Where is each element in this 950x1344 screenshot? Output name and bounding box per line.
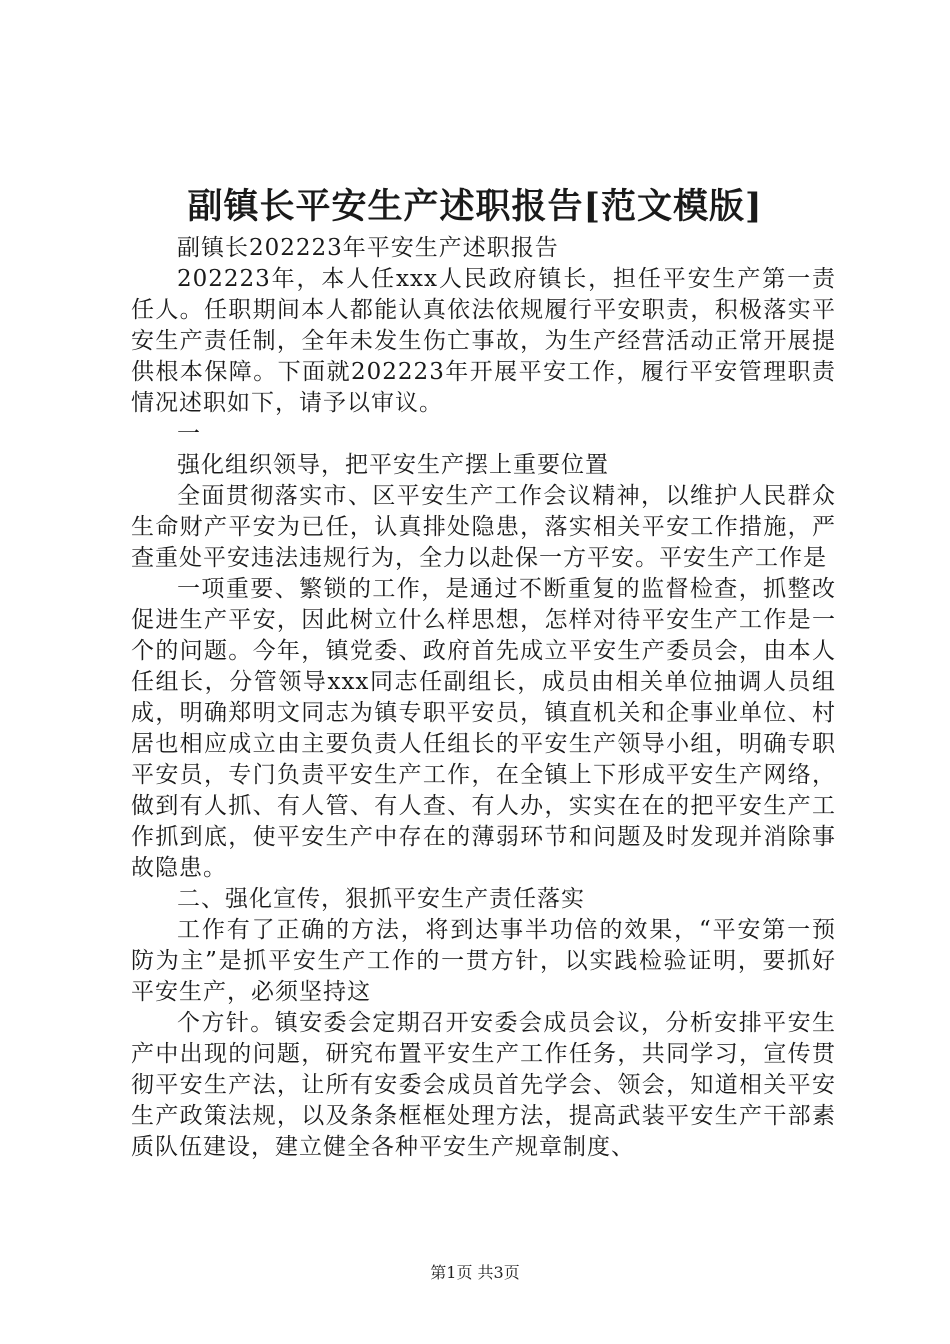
document-body (131, 233, 836, 1163)
paragraph-body: 一项重要、繁锁的工作，是通过不断重复的监督检查，抓整改促进生产平安，因此树立什么样思想，怎样对待平安生产工作是一个的问题。今年，镇党委、政府首先成立平安生产委员会，由本人任组长，分管领导xxx同志任副组长，成员由相关单位抽调人员组成，明确郑明文同志为镇专职平安员，镇直机关和企事业单位、村居也相应成立由主要负责人任组长的平安生产领导小组，明确专职平安员，专门负责平安生产工作，在全镇上下形成平安生产网络，做到有人抓、有人管、有人查、有人办，实实在在的把平安生产工作抓到底，使平安生产中存在的薄弱环节和问题及时发现并消除事故隐患。 (131, 576, 836, 881)
paragraph-section-number: 一 (177, 421, 201, 447)
paragraph-body: 工作有了正确的方法，将到达事半功倍的效果，“平安第一预防为主”是抓平安生产工作的一贯方针，以实践检验证明，要抓好平安生产，必须坚持这 (131, 917, 836, 1005)
paragraph-section-heading-2: 二、强化宣传，狠抓平安生产责任落实 (177, 886, 585, 912)
paragraph-section-heading-1: 强化组织领导，把平安生产摆上重要位置 (177, 452, 609, 478)
document-title: 副镇长平安生产述职报告[范文模版] (187, 186, 763, 227)
paragraph-body: 全面贯彻落实市、区平安生产工作会议精神，以维护人民群众生命财产平安为已任，认真排处隐患，落实相关平安工作措施，严查重处平安违法违规行为，全力以赴保一方平安。平安生产工作是 (131, 483, 836, 571)
paragraph-body: 个方针。镇安委会定期召开安委会成员会议，分析安排平安生产中出现的问题，研究布置平安生产工作任务，共同学习，宣传贯彻平安生产法，让所有安委会成员首先学会、领会，知道相关平安生产政策法规，以及条条框框处理方法，提高武装平安生产干部素质队伍建设，建立健全各种平安生产规章制度、 (131, 1010, 836, 1160)
page-number-footer: 第1页 共3页 (430, 1263, 520, 1282)
paragraph-subtitle: 副镇长202223年平安生产述职报告 (177, 235, 559, 261)
paragraph-intro: 202223年，本人任xxx人民政府镇长，担任平安生产第一责任人。任职期间本人都能认真依法依规履行平安职责，积极落实平安生产责任制，全年未发生伤亡事故，为生产经营活动正常开展提供根本保障。下面就202223年开展平安工作，履行平安管理职责情况述职如下，请予以审议。 (131, 266, 836, 416)
